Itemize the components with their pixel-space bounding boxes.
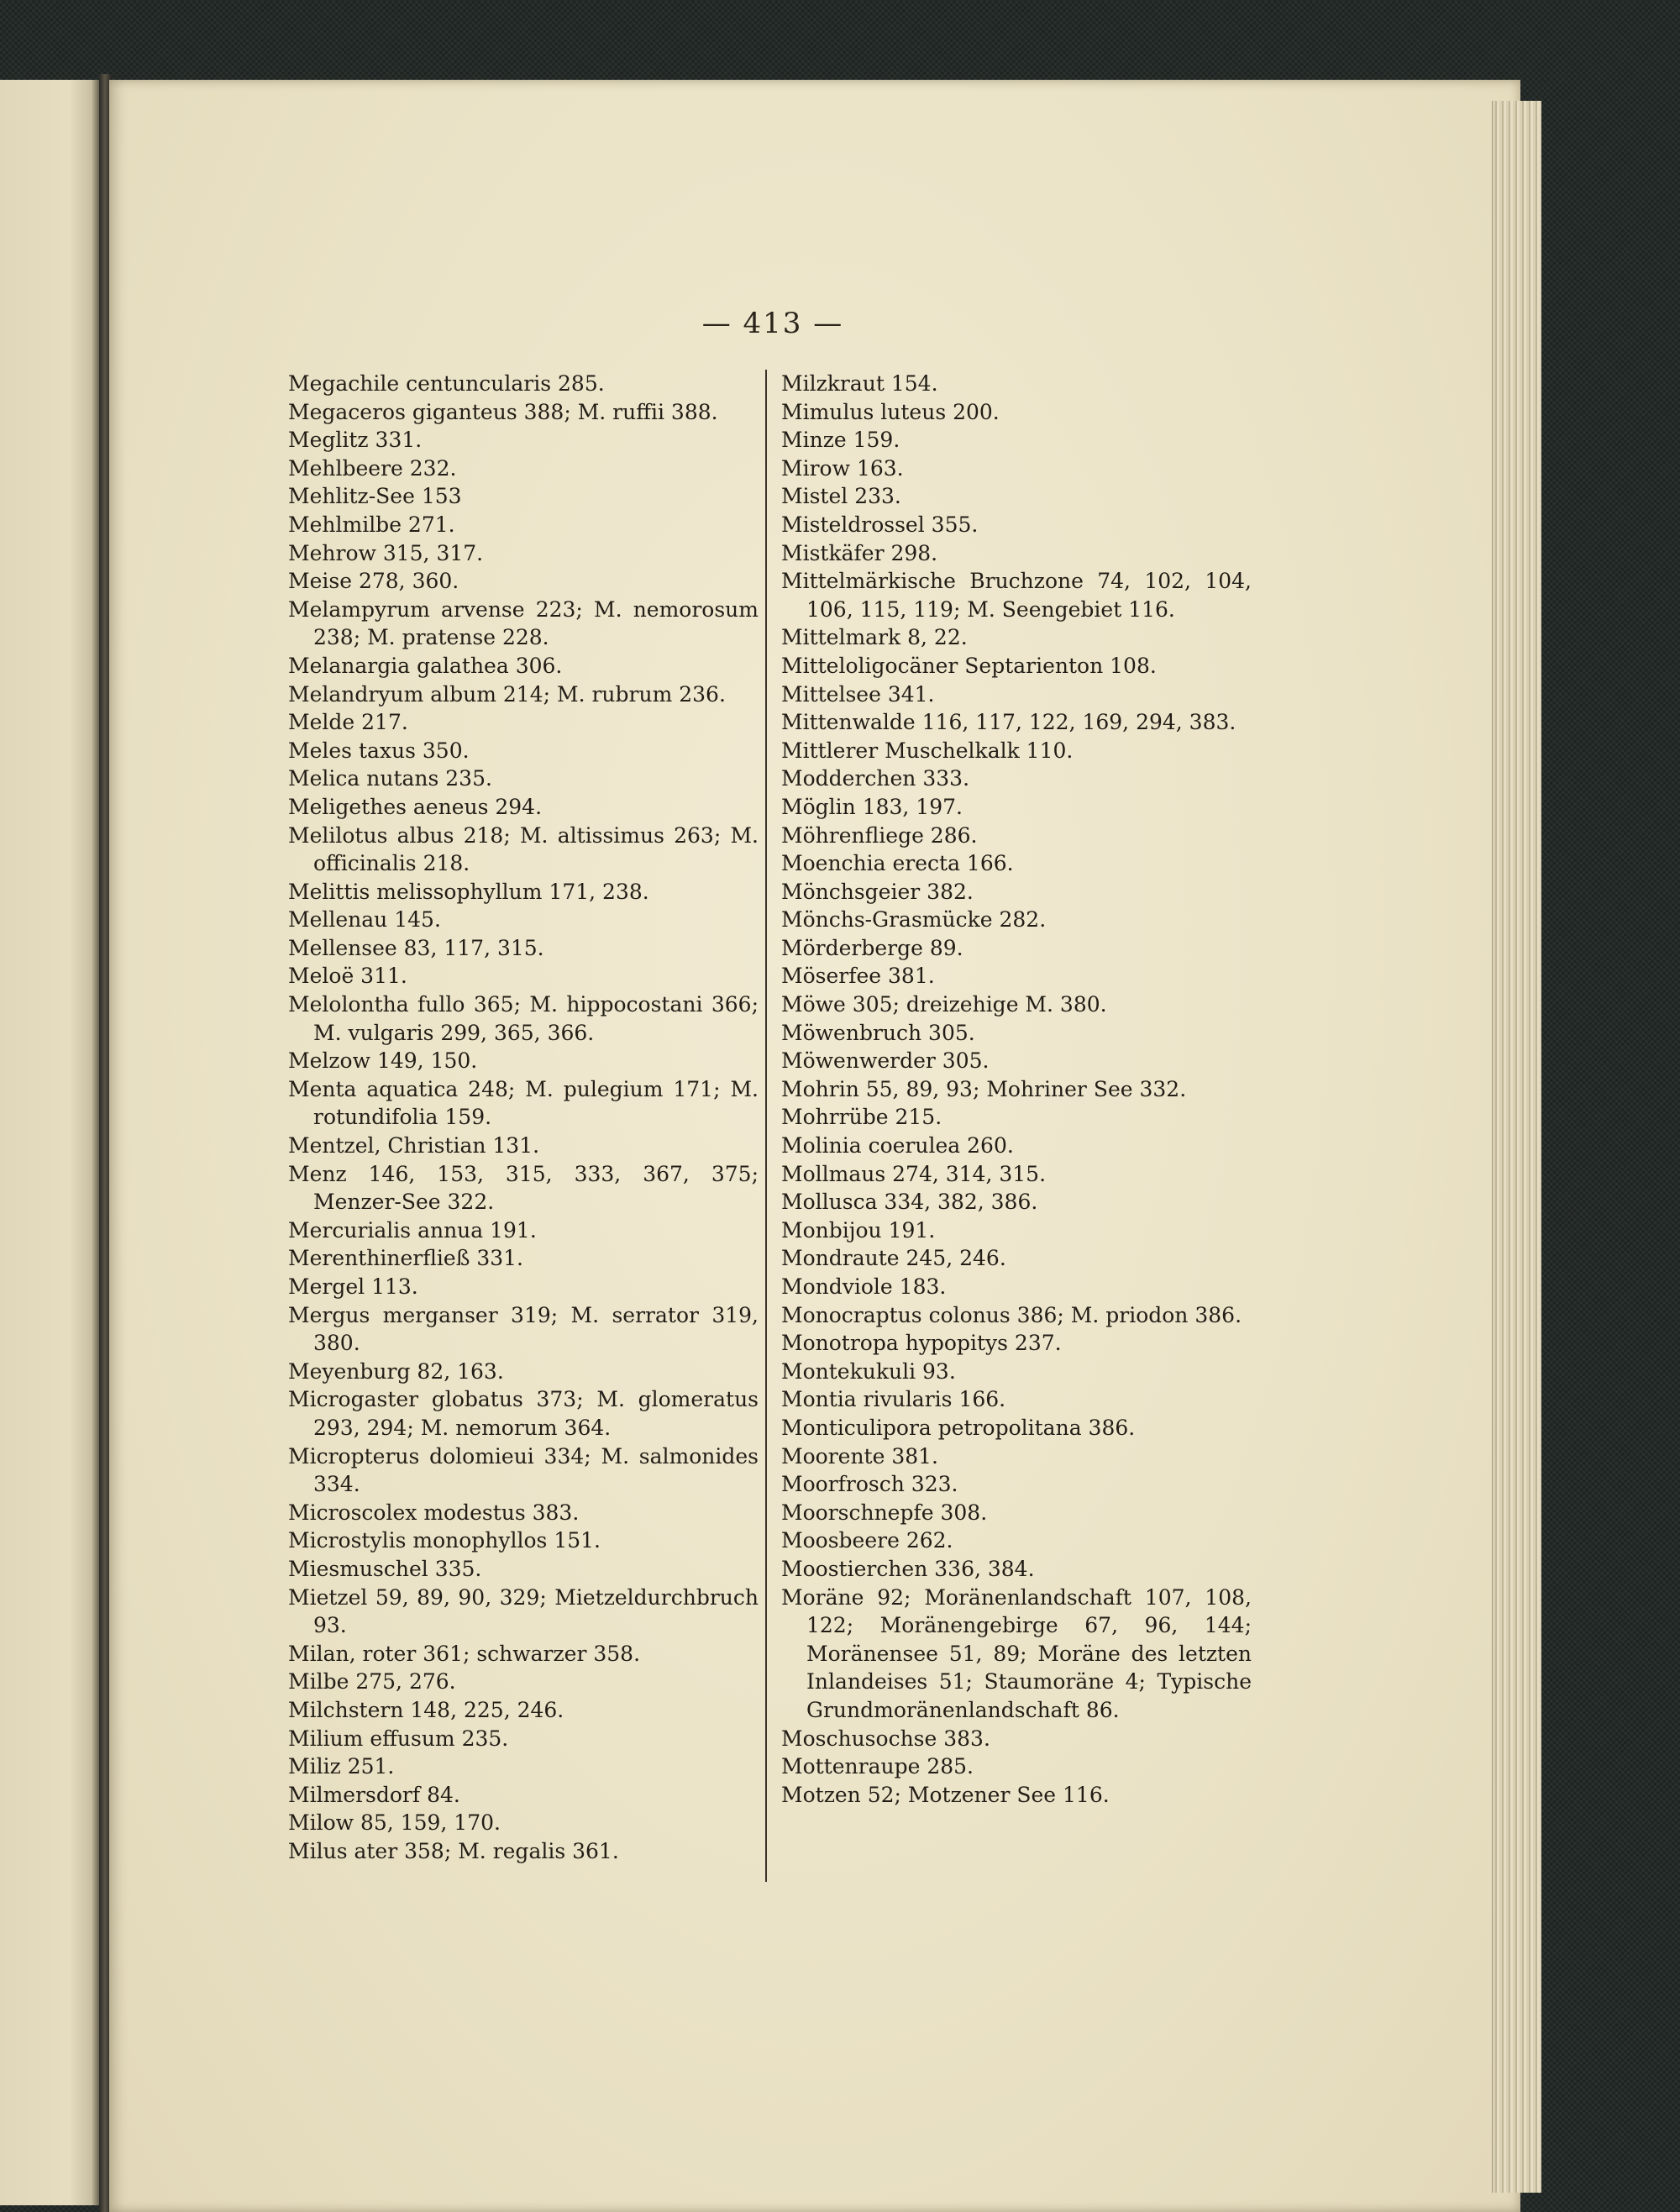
index-entry: Mistkäfer 298.	[781, 540, 938, 565]
index-entry: Melanargia galathea 306.	[288, 653, 563, 678]
index-entry: Mörderberge 89.	[781, 935, 963, 960]
index-entry: Milchstern 148, 225, 246.	[288, 1697, 564, 1722]
index-entry: Mittelmärkische Bruchzone 74, 102, 104, 106, 115, 119; M. Seengebiet 116.	[781, 569, 1252, 622]
index-entry: Mergel 113.	[288, 1274, 418, 1299]
index-entry: Monbijou 191.	[781, 1217, 936, 1243]
index-entry: Mentzel, Christian 131.	[288, 1133, 540, 1159]
index-entry: Milbe 275, 276.	[288, 1669, 456, 1694]
index-entry: Mollusca 334, 382, 386.	[781, 1190, 1038, 1215]
index-entry: Mehlbeere 232.	[288, 455, 457, 481]
index-entry: Motzen 52; Motzener See 116.	[781, 1782, 1110, 1807]
column-divider	[765, 370, 767, 1882]
index-entry: Microstylis monophyllos 151.	[288, 1528, 601, 1553]
index-entry: Moosbeere 262.	[781, 1528, 953, 1553]
index-entry: Moorfrosch 323.	[781, 1472, 958, 1497]
index-entry: Melandryum album 214; M. rubrum 236.	[288, 681, 726, 707]
index-entry: Misteldrossel 355.	[781, 512, 979, 537]
index-entry: Mellenau 145.	[288, 907, 441, 933]
page-stack-edge	[1492, 101, 1541, 2193]
index-entry: Mietzel 59, 89, 90, 329; Mietzeldurchbruch 93.	[288, 1584, 759, 1638]
index-entry: Melampyrum arvense 223; M. nemorosum 238; M. pratense 228.	[288, 596, 759, 650]
index-entry: Mönchsgeier 382.	[781, 879, 974, 904]
index-entry: Mondraute 245, 246.	[781, 1246, 1006, 1271]
index-entry: Mohrin 55, 89, 93; Mohriner See 332.	[781, 1076, 1187, 1101]
index-column-left	[288, 370, 759, 1865]
index-entry: Meloë 311.	[288, 964, 407, 989]
index-entry: Melzow 149, 150.	[288, 1048, 478, 1074]
index-entry: Melde 217.	[288, 710, 408, 735]
index-entry: Mercurialis annua 191.	[288, 1217, 537, 1243]
index-entry: Mitteloligocäner Septarienton 108.	[781, 653, 1157, 678]
index-entry: Milzkraut 154.	[781, 371, 938, 396]
index-column-right	[781, 370, 1252, 1809]
index-entry: Meise 278, 360.	[288, 569, 459, 594]
index-entry: Möwenbruch 305.	[781, 1020, 975, 1045]
index-entry: Mittelmark 8, 22.	[781, 625, 968, 650]
index-entry: Moräne 92; Moränenlandschaft 107, 108, 122; Moränengebirge 67, 96, 144; Moränensee 51, 89; Moräne des letzten Inlandeises 51; Staumoräne 4; Typische Grundmoränenlandschaft 86.	[781, 1584, 1252, 1722]
index-entry: Milan, roter 361; schwarzer 358.	[288, 1641, 641, 1666]
index-entry: Möserfee 381.	[781, 964, 935, 989]
index-entry: Möhrenfliege 286.	[781, 822, 978, 848]
index-entry: Mönchs-Grasmücke 282.	[781, 907, 1047, 933]
index-entry: Mittlerer Muschelkalk 110.	[781, 738, 1074, 763]
index-entry: Melittis melissophyllum 171, 238.	[288, 879, 649, 904]
index-entry: Melolontha fullo 365; M. hippocostani 366; M. vulgaris 299, 365, 366.	[288, 992, 759, 1045]
index-entry: Möwenwerder 305.	[781, 1048, 990, 1074]
index-entry: Miliz 251.	[288, 1754, 395, 1779]
index-entry: Moorschnepfe 308.	[781, 1500, 988, 1525]
index-entry: Mollmaus 274, 314, 315.	[781, 1161, 1047, 1186]
index-entry: Milmersdorf 84.	[288, 1782, 460, 1807]
index-entry: Mehlitz-See 153	[288, 484, 462, 509]
index-entry: Modderchen 333.	[781, 766, 970, 791]
index-entry: Megaceros giganteus 388; M. ruffii 388.	[288, 399, 718, 424]
index-entry: Moostierchen 336, 384.	[781, 1556, 1035, 1581]
index-entry: Merenthinerfließ 331.	[288, 1246, 524, 1271]
index-entry: Monocraptus colonus 386; M. priodon 386.	[781, 1302, 1242, 1327]
index-entry: Mittelsee 341.	[781, 681, 935, 707]
previous-page-edge	[0, 80, 101, 2205]
index-entry: Montia rivularis 166.	[781, 1387, 1006, 1412]
index-entry: Möwe 305; dreizehige M. 380.	[781, 992, 1107, 1017]
index-entry: Moschusochse 383.	[781, 1726, 990, 1751]
index-entry: Milow 85, 159, 170.	[288, 1810, 501, 1836]
index-entry: Meligethes aeneus 294.	[288, 794, 543, 819]
index-entry: Montekukuli 93.	[781, 1358, 956, 1384]
index-entry: Microscolex modestus 383.	[288, 1500, 580, 1525]
index-entry: Mehlmilbe 271.	[288, 512, 455, 537]
index-entry: Melilotus albus 218; M. altissimus 263; M. officinalis 218.	[288, 822, 759, 876]
index-entry: Monotropa hypopitys 237.	[781, 1331, 1062, 1356]
index-entry: Megachile centuncularis 285.	[288, 371, 605, 396]
index-entry: Mimulus luteus 200.	[781, 399, 1000, 424]
index-entry: Mottenraupe 285.	[781, 1754, 974, 1779]
index-entry: Menz 146, 153, 315, 333, 367, 375; Menzer-See 322.	[288, 1161, 759, 1215]
index-entry: Milus ater 358; M. regalis 361.	[288, 1838, 619, 1863]
index-entry: Microgaster globatus 373; M. glomeratus 293, 294; M. nemorum 364.	[288, 1387, 759, 1440]
index-entry: Mittenwalde 116, 117, 122, 169, 294, 383.	[781, 710, 1236, 735]
index-entry: Miesmuschel 335.	[288, 1556, 482, 1581]
index-entry: Meyenburg 82, 163.	[288, 1358, 504, 1384]
index-entry: Mellensee 83, 117, 315.	[288, 935, 544, 960]
index-entry: Minze 159.	[781, 428, 900, 453]
index-entry: Menta aquatica 248; M. pulegium 171; M. rotundifolia 159.	[288, 1076, 759, 1130]
page-number: — 413 —	[701, 307, 844, 340]
index-entry: Mirow 163.	[781, 455, 904, 481]
index-entry: Melica nutans 235.	[288, 766, 492, 791]
index-entry: Mistel 233.	[781, 484, 901, 509]
index-entry: Micropterus dolomieui 334; M. salmonides 334.	[288, 1443, 759, 1497]
index-entry: Moorente 381.	[781, 1443, 938, 1469]
index-entry: Mohrrübe 215.	[781, 1105, 942, 1130]
index-entry: Moenchia erecta 166.	[781, 851, 1014, 876]
index-entry: Möglin 183, 197.	[781, 794, 963, 819]
index-entry: Molinia coerulea 260.	[781, 1133, 1014, 1159]
index-entry: Mondviole 183.	[781, 1274, 947, 1299]
index-entry: Mehrow 315, 317.	[288, 540, 484, 565]
index-entry: Monticulipora petropolitana 386.	[781, 1415, 1136, 1440]
index-entry: Milium effusum 235.	[288, 1726, 509, 1751]
index-entry: Meglitz 331.	[288, 428, 423, 453]
index-entry: Mergus merganser 319; M. serrator 319, 380.	[288, 1302, 759, 1356]
index-entry: Meles taxus 350.	[288, 738, 470, 763]
